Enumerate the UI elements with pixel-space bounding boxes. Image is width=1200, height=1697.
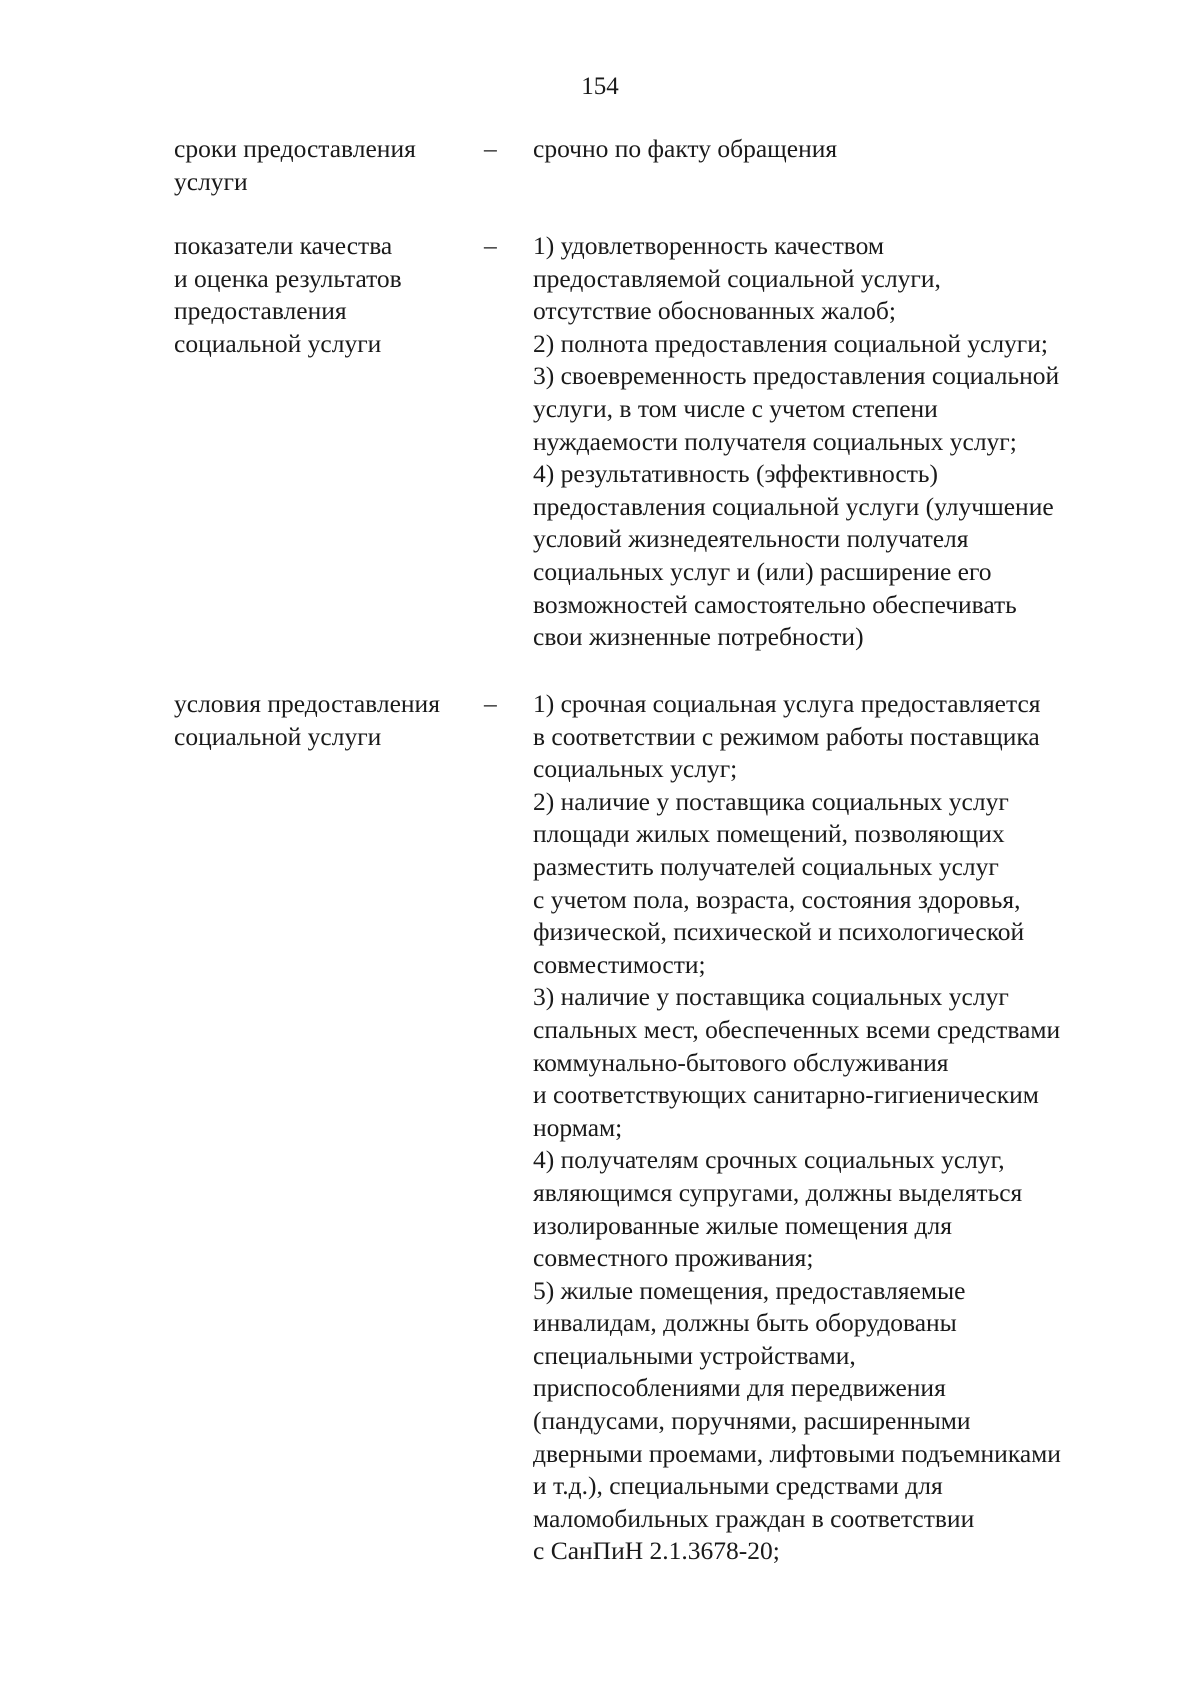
desc-line: и соответствующих санитарно-гигиеническим — [533, 1080, 1039, 1110]
desc-line: площади жилых помещений, позволяющих — [533, 819, 1005, 849]
term-line: предоставления — [174, 296, 347, 326]
desc-line: нормам; — [533, 1112, 623, 1142]
desc-line: отсутствие обоснованных жалоб; — [533, 296, 896, 326]
desc-line: с СанПиН 2.1.3678-20; — [533, 1536, 780, 1566]
term-label — [174, 230, 494, 360]
term-line: и оценка результатов — [174, 263, 402, 293]
desc-line: и т.д.), специальными средствами для — [533, 1471, 943, 1501]
term-line: социальной услуги — [174, 328, 382, 358]
desc-line: 5) жилые помещения, предоставляемые — [533, 1275, 966, 1305]
desc-line: спальных мест, обеспеченных всеми средствами — [533, 1014, 1061, 1044]
dash-separator: – — [484, 231, 497, 260]
desc-line: 2) наличие у поставщика социальных услуг — [533, 786, 1009, 816]
term-label — [174, 133, 494, 198]
desc-line: специальными устройствами, — [533, 1340, 856, 1370]
term-description — [533, 230, 1133, 654]
term-description — [533, 133, 1133, 166]
desc-line: 2) полнота предоставления социальной услуги; — [533, 328, 1048, 358]
desc-line: условий жизнедеятельности получателя — [533, 524, 969, 554]
desc-line: социальных услуг; — [533, 754, 738, 784]
term-description — [533, 688, 1133, 1568]
desc-line: изолированные жилые помещения для — [533, 1210, 952, 1240]
desc-line: срочно по факту обращения — [533, 134, 838, 163]
desc-line: (пандусами, поручнями, расширенными — [533, 1406, 971, 1436]
term-label — [174, 688, 494, 753]
term-line: социальной услуги — [174, 721, 382, 751]
desc-line: 1) срочная социальная услуга предоставляется — [533, 689, 1041, 718]
desc-line: являющимся супругами, должны выделяться — [533, 1177, 1023, 1207]
desc-line: 1) удовлетворенность качеством — [533, 231, 885, 260]
desc-line: инвалидам, должны быть оборудованы — [533, 1308, 957, 1338]
term-line: показатели качества — [174, 231, 393, 260]
dash-separator: – — [484, 689, 497, 718]
desc-line: физической, психической и психологической — [533, 917, 1025, 947]
desc-line: социальных услуг и (или) расширение его — [533, 556, 992, 586]
desc-line: предоставления социальной услуги (улучшение — [533, 491, 1054, 521]
desc-line: 3) своевременность предоставления социальной — [533, 361, 1060, 391]
desc-line: приспособлениями для передвижения — [533, 1373, 946, 1403]
desc-line: 4) результативность (эффективность) — [533, 459, 938, 489]
desc-line: предоставляемой социальной услуги, — [533, 263, 941, 293]
desc-line: совместного проживания; — [533, 1243, 814, 1273]
term-line: условия предоставления — [174, 689, 440, 718]
term-line: услуги — [174, 166, 248, 196]
desc-line: в соответствии с режимом работы поставщика — [533, 721, 1040, 751]
desc-line: 4) получателям срочных социальных услуг, — [533, 1145, 1005, 1175]
desc-line: разместить получателей социальных услуг — [533, 851, 999, 881]
desc-line: совместимости; — [533, 949, 706, 979]
desc-line: услуги, в том числе с учетом степени — [533, 393, 938, 423]
desc-line: нуждаемости получателя социальных услуг; — [533, 426, 1017, 456]
desc-line: маломобильных граждан в соответствии — [533, 1503, 975, 1533]
term-line: сроки предоставления — [174, 134, 416, 163]
dash-separator: – — [484, 134, 497, 163]
desc-line: возможностей самостоятельно обеспечивать — [533, 589, 1017, 619]
desc-line: с учетом пола, возраста, состояния здоровья, — [533, 884, 1021, 914]
desc-line: 3) наличие у поставщика социальных услуг — [533, 982, 1009, 1012]
desc-line: дверными проемами, лифтовыми подъемниками — [533, 1438, 1061, 1468]
desc-line: свои жизненные потребности) — [533, 622, 864, 652]
desc-line: коммунально-бытового обслуживания — [533, 1047, 949, 1077]
page-number: 154 — [581, 73, 619, 100]
